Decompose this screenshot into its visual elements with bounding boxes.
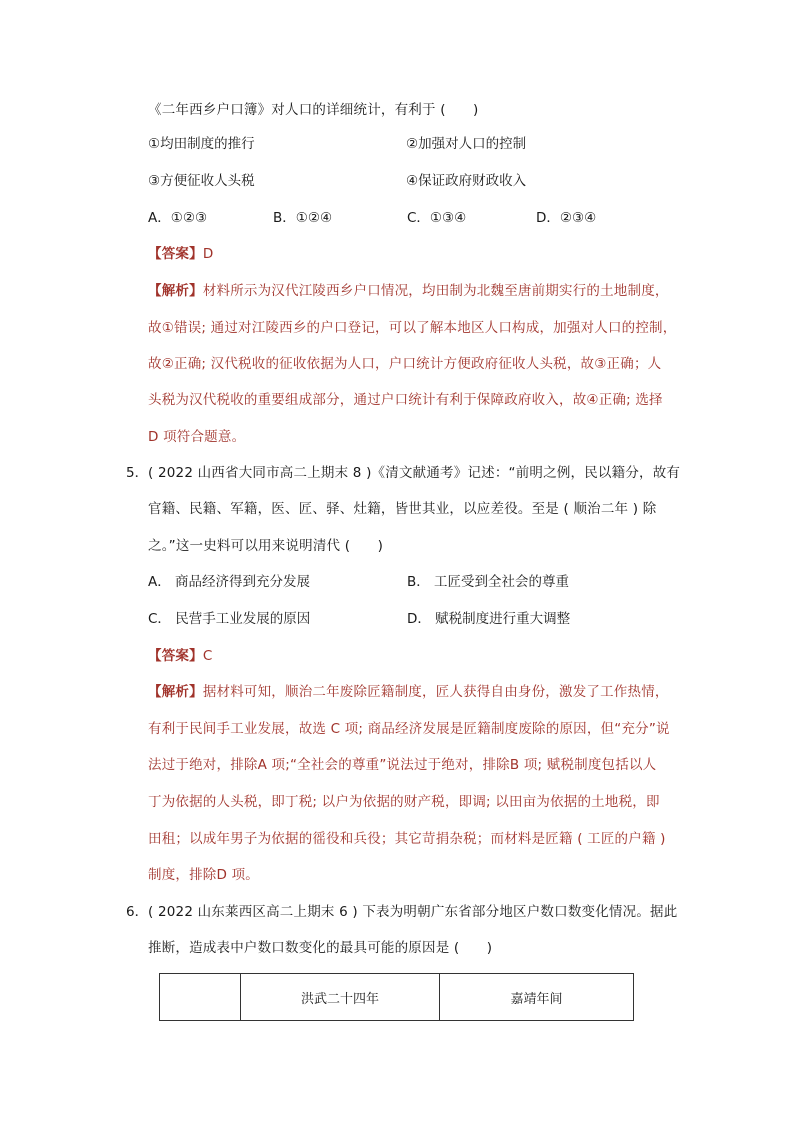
q4-analysis-line-5: D 项符合题意。 — [148, 429, 246, 445]
q4-option-b: B．①②④ — [273, 210, 333, 226]
q4-choice-3: ③方便征收人头税 — [148, 173, 255, 189]
q5-analysis-line-4: 丁为依据的人头税，即丁税; 以户为依据的财产税，即调; 以田亩为依据的土地税，即 — [148, 794, 660, 810]
q5-analysis-line-6: 制度，排除D 项。 — [148, 867, 259, 883]
table-header-cell: 嘉靖年间 — [440, 974, 634, 1021]
q4-choice-4: ④保证政府财政收入 — [406, 173, 527, 189]
q5-analysis-line-1: 【解析】据材料可知，顺治二年废除匠籍制度，匠人获得自由身份，激发了工作热情， — [148, 684, 669, 700]
q5-stem-line-3: 之。”这一史料可以用来说明清代 ( ) — [148, 538, 384, 554]
q5-option-a: A． 商品经济得到充分发展 — [148, 574, 311, 590]
q4-answer-value: D — [202, 246, 214, 262]
q5-analysis-label: 【解析】 — [148, 684, 203, 700]
q6-number: 6． — [126, 904, 149, 920]
q5-stem-line-1: ( 2022 山西省大同市高二上期末 8 )《清文献通考》记述：“前明之例，民以籍分，故有 — [148, 465, 681, 481]
q5-answer-label: 【答案】 — [148, 648, 203, 664]
q5-option-b: B． 工匠受到全社会的尊重 — [407, 574, 570, 590]
q5-answer — [148, 646, 212, 666]
q6-table — [159, 973, 634, 1021]
q5-analysis-line-2: 有利于民间手工业发展，故选 C 项; 商品经济发展是匠籍制度废除的原因，但“充分”说 — [148, 721, 670, 737]
q5-analysis-line-3: 法过于绝对，排除A 项;“全社会的尊重”说法过于绝对，排除B 项; 赋税制度包括以人 — [148, 757, 657, 773]
q4-analysis-line-1: 【解析】材料所示为汉代江陵西乡户口情况，均田制为北魏至唐前期实行的土地制度， — [148, 283, 669, 299]
q5-option-c: C． 民营手工业发展的原因 — [148, 611, 311, 627]
q5-answer-value: C — [202, 648, 213, 664]
q4-analysis-label: 【解析】 — [148, 283, 203, 299]
q4-choice-1: ①均田制度的推行 — [148, 136, 255, 152]
q4-answer — [148, 244, 213, 264]
table-header-cell: 洪武二十四年 — [241, 974, 440, 1021]
q5-stem-line-2: 官籍、民籍、军籍，医、匠、驿、灶籍，皆世其业，以应差役。至是 ( 顺治二年 ) 除 — [148, 501, 657, 517]
q4-stem: 《二年西乡户口簿》对人口的详细统计，有利于 ( ) — [148, 102, 479, 118]
q5-option-d: D． 赋税制度进行重大调整 — [407, 611, 571, 627]
q4-option-c: C．①③④ — [407, 210, 467, 226]
q5-analysis-line-5: 田租；以成年男子为依据的徭役和兵役；其它苛捐杂税；而材料是匠籍 ( 工匠的户籍 ) — [148, 831, 666, 847]
q4-analysis-line-4: 头税为汉代税收的重要组成部分，通过户口统计有利于保障政府收入，故④正确; 选择 — [148, 392, 663, 408]
q4-option-d: D．②③④ — [536, 210, 597, 226]
table-header-cell — [160, 974, 241, 1021]
q4-analysis-line-3: 故②正确; 汉代税收的征收依据为人口，户口统计方便政府征收人头税，故③正确；人 — [148, 356, 662, 372]
q4-analysis-line-2: 故①错误; 通过对江陵西乡的户口登记，可以了解本地区人口构成，加强对人口的控制， — [148, 320, 677, 336]
q4-option-a: A．①②③ — [148, 210, 208, 226]
table-row — [160, 974, 634, 1021]
q4-answer-label: 【答案】 — [148, 246, 203, 262]
q5-number: 5． — [126, 465, 149, 481]
q6-stem-line-1: ( 2022 山东莱西区高二上期末 6 ) 下表为明朝广东省部分地区户数口数变化情况。据此 — [148, 904, 678, 920]
q4-choice-2: ②加强对人口的控制 — [406, 136, 527, 152]
q6-stem-line-2: 推断，造成表中户数口数变化的最具可能的原因是 ( ) — [148, 940, 493, 956]
